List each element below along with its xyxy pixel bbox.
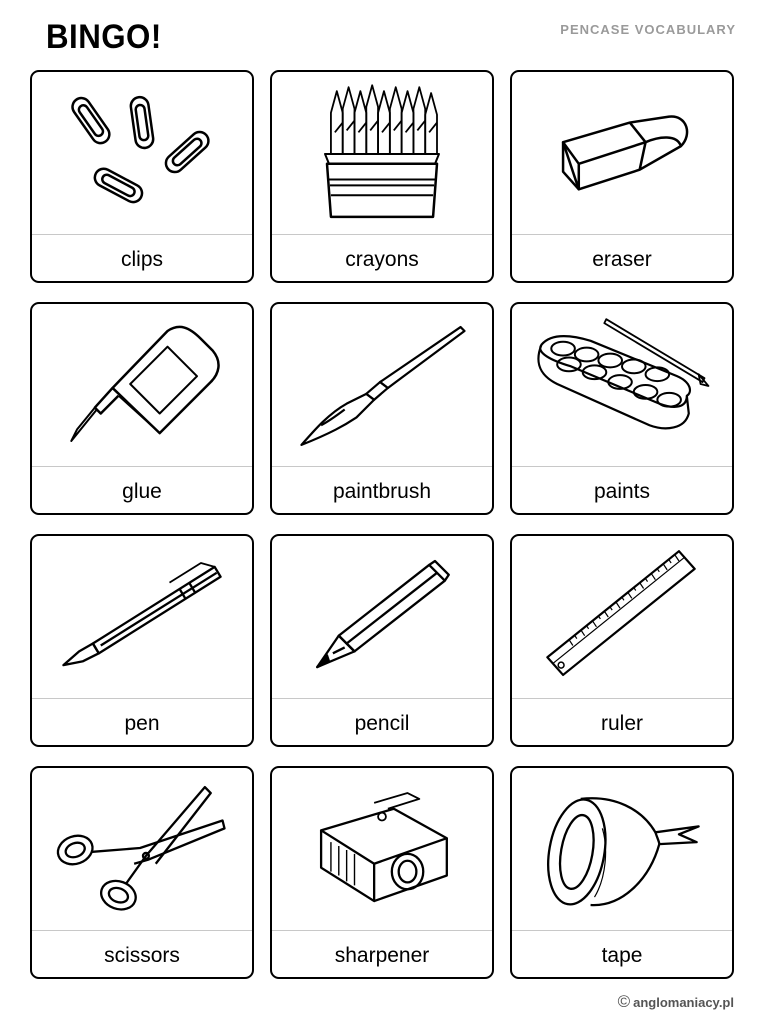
card-divider xyxy=(512,930,732,931)
card-divider xyxy=(512,698,732,699)
card-label: pencil xyxy=(354,711,410,735)
card-divider xyxy=(32,698,252,699)
card-label: paints xyxy=(593,479,651,503)
card-divider xyxy=(32,466,252,467)
copyright-icon: © xyxy=(617,992,631,1011)
scissors-icon xyxy=(32,768,252,930)
card-label: eraser xyxy=(592,247,652,271)
card-label: glue xyxy=(122,479,162,503)
card-divider xyxy=(272,930,492,931)
bingo-card-glue xyxy=(30,302,254,515)
card-label: sharpener xyxy=(334,943,430,967)
glue-icon xyxy=(32,304,252,466)
bingo-card-clips xyxy=(30,70,254,283)
card-label: pen xyxy=(124,711,160,735)
page-subtitle: PENCASE VOCABULARY xyxy=(560,22,736,37)
card-divider xyxy=(272,466,492,467)
eraser-icon xyxy=(512,72,732,234)
bingo-card-ruler xyxy=(510,534,734,747)
card-label: scissors xyxy=(104,943,180,967)
card-divider xyxy=(32,234,252,235)
ruler-icon xyxy=(512,536,732,698)
card-label: tape xyxy=(601,943,643,967)
tape-icon xyxy=(512,768,732,930)
card-label: crayons xyxy=(345,247,419,271)
card-label: ruler xyxy=(600,711,643,735)
sharpener-icon xyxy=(272,768,492,930)
bingo-card-scissors xyxy=(30,766,254,979)
paintbrush-icon xyxy=(272,304,492,466)
card-divider xyxy=(272,698,492,699)
card-divider xyxy=(512,466,732,467)
paperclips-icon xyxy=(32,72,252,234)
card-divider xyxy=(512,234,732,235)
copyright-footer xyxy=(618,992,734,1012)
page-title: BINGO! xyxy=(46,18,162,56)
bingo-card-sharpener xyxy=(270,766,494,979)
bingo-card-pencil xyxy=(270,534,494,747)
card-label: paintbrush xyxy=(332,479,432,503)
bingo-card-pen xyxy=(30,534,254,747)
bingo-card-paintbrush xyxy=(270,302,494,515)
card-divider xyxy=(272,234,492,235)
bingo-card-eraser xyxy=(510,70,734,283)
card-divider xyxy=(32,930,252,931)
site-name: anglomaniacy.pl xyxy=(633,994,734,1010)
card-label: clips xyxy=(120,247,163,271)
pencil-icon xyxy=(272,536,492,698)
bingo-card-crayons xyxy=(270,70,494,283)
bingo-card-tape xyxy=(510,766,734,979)
paints-icon xyxy=(512,304,732,466)
bingo-card-paints xyxy=(510,302,734,515)
pen-icon xyxy=(32,536,252,698)
crayons-icon xyxy=(272,72,492,234)
